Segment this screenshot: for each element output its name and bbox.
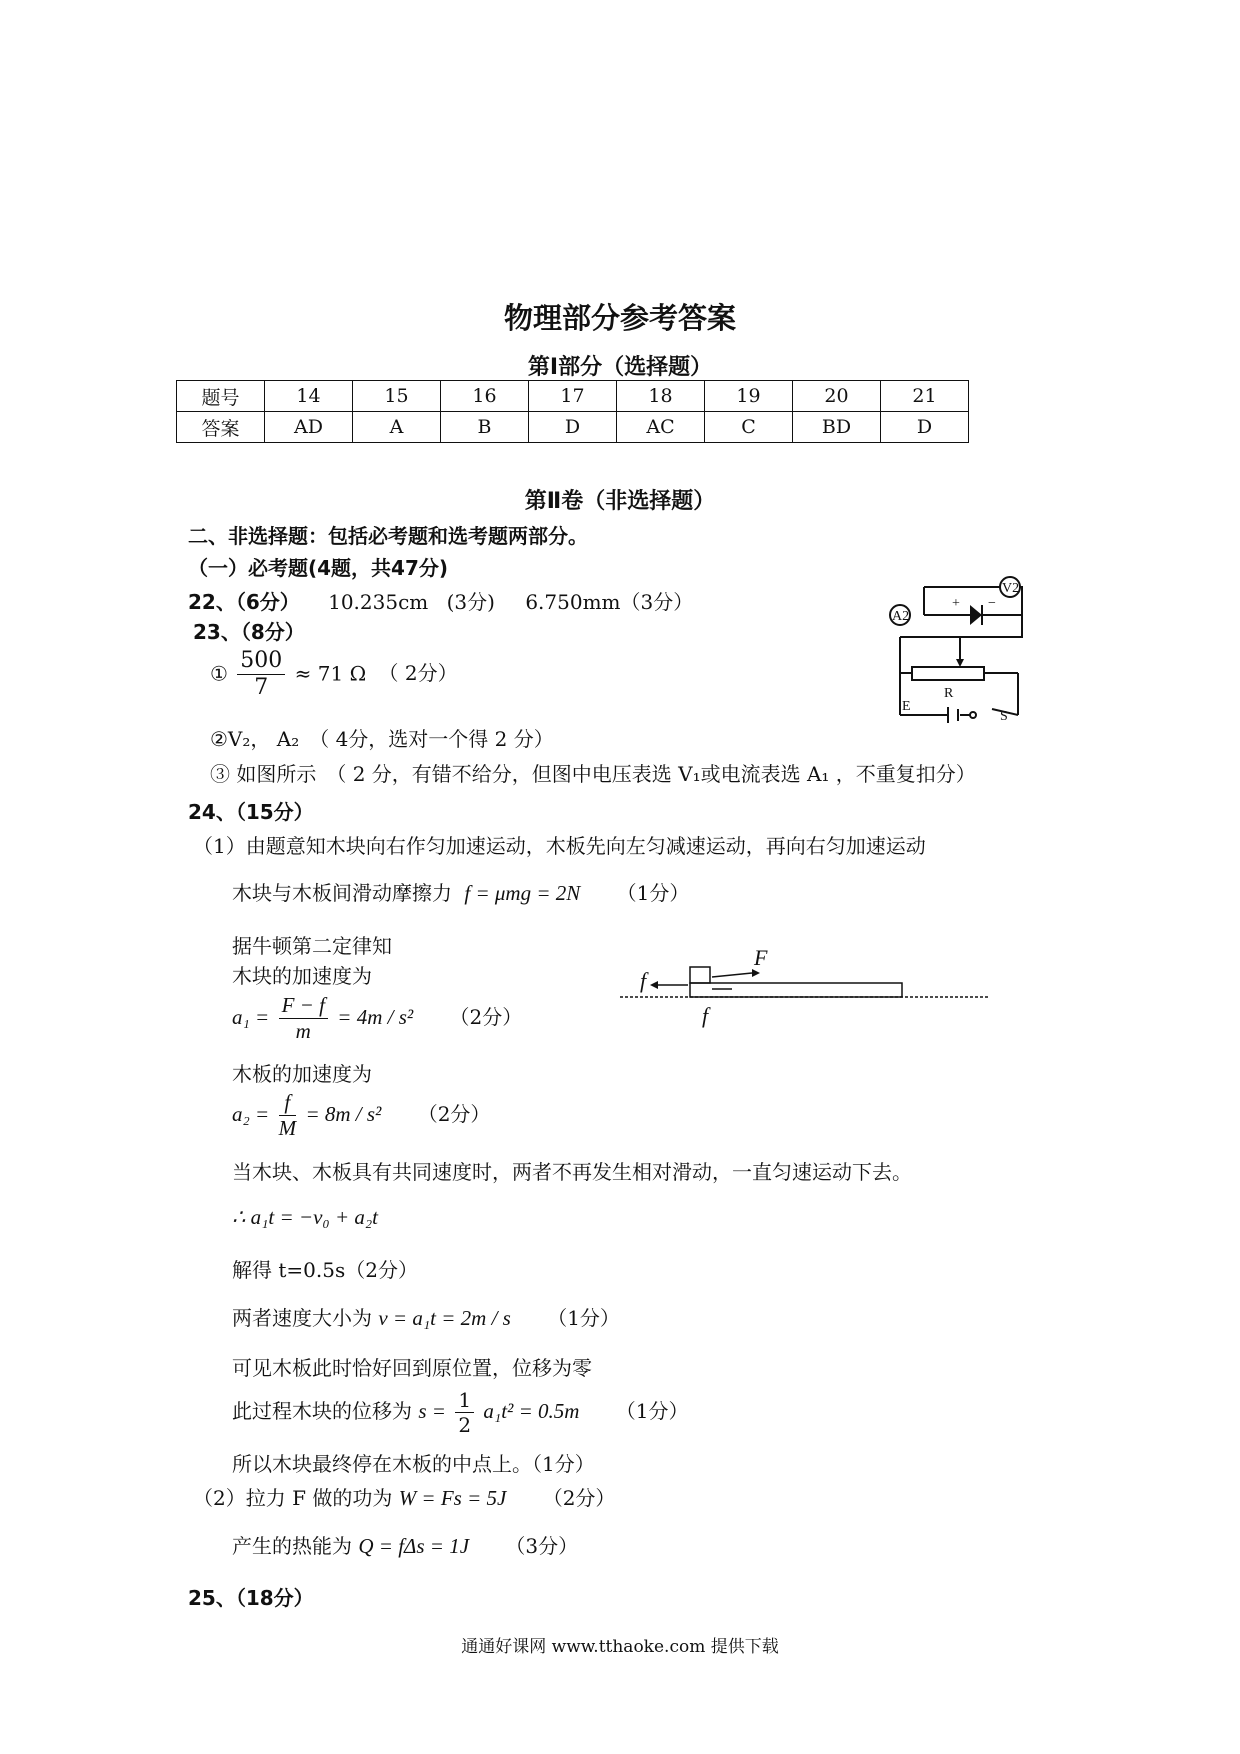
heat-score: （3分）	[505, 1534, 579, 1558]
table-cell: A	[353, 412, 441, 443]
table-cell: 18	[617, 381, 705, 412]
table-cell: 16	[441, 381, 529, 412]
friction-text: 木块与木板间滑动摩擦力	[232, 881, 452, 905]
q23-score-1: （ 2分）	[378, 661, 458, 686]
fraction-denominator: m	[295, 1019, 311, 1044]
a1-line	[232, 993, 522, 1044]
q23-line-2: ②V₂， A₂ （ 4分，选对一个得 2 分）	[210, 727, 554, 751]
q24-part1: （1）由题意知木块向右作匀加速运动，木板先向左匀减速运动，再向右匀加速运动	[193, 834, 926, 858]
work-line	[193, 1482, 615, 1511]
row-label: 题号	[177, 381, 265, 412]
a1-lhs: a₁ =	[232, 1005, 270, 1030]
final-position-line: 所以木块最终停在木板的中点上。（1分）	[232, 1452, 595, 1476]
displacement-lhs: s =	[418, 1399, 446, 1423]
circuit-diagram	[870, 575, 1030, 725]
voltmeter-label: V2	[1002, 581, 1020, 596]
table-cell: 19	[705, 381, 793, 412]
a2-line	[232, 1090, 490, 1141]
heat-equation: Q = fΔs = 1J	[358, 1534, 470, 1558]
work-score: （2分）	[542, 1486, 616, 1510]
table-cell: D	[529, 412, 617, 443]
battery-label: E	[902, 699, 911, 714]
part1-title: 第Ⅰ部分（选择题）	[527, 355, 713, 380]
q23-value: ≈ 71 Ω	[294, 661, 367, 686]
a1-label: 木块的加速度为	[232, 964, 372, 988]
speed-text: 两者速度大小为	[232, 1306, 372, 1330]
force-label: F	[754, 945, 768, 970]
slider-arrow-icon	[956, 659, 964, 667]
switch-label: S	[1000, 709, 1008, 724]
resistor-label: R	[944, 686, 954, 701]
work-text: （2）拉力 F 做的功为	[193, 1486, 393, 1510]
q22-head: 22、（6分）	[188, 590, 300, 614]
table-cell: BD	[793, 412, 881, 443]
a1-score: （2分）	[449, 1005, 523, 1030]
table-cell: D	[881, 412, 969, 443]
table-cell: B	[441, 412, 529, 443]
diode-icon	[970, 605, 982, 625]
back-line: 可见木板此时恰好回到原位置，位移为零	[232, 1356, 592, 1380]
fraction-denominator: 7	[254, 675, 269, 701]
speed-score: （1分）	[547, 1306, 620, 1330]
page-title: 物理部分参考答案	[503, 301, 736, 335]
table-cell: 20	[793, 381, 881, 412]
row-label: 答案	[177, 412, 265, 443]
work-equation: W = Fs = 5J	[398, 1486, 507, 1510]
fraction-denominator: 2	[458, 1413, 472, 1437]
table-cell: AD	[265, 412, 353, 443]
table-cell: AC	[617, 412, 705, 443]
minus-sign: −	[988, 596, 996, 611]
displacement-text: 此过程木块的位移为	[232, 1399, 412, 1423]
q23-line-3: ③ 如图所示 （ 2 分，有错不给分，但图中电压表选 V₁或电流表选 A₁ ，不重复扣分）	[210, 762, 976, 786]
q23-line-1	[210, 648, 458, 702]
speed-line	[232, 1302, 620, 1331]
q24-head: 24、（15分）	[188, 800, 314, 824]
force-arrow-icon	[752, 969, 760, 977]
a2-lhs: a₂ =	[232, 1102, 270, 1127]
newton-line: 据牛顿第二定律知	[232, 934, 392, 958]
time-equation: ∴ a₁t = −v₀ + a₂t	[232, 1205, 379, 1229]
displacement-rhs: a₁t² = 0.5m	[483, 1399, 580, 1423]
block-board-figure	[620, 945, 990, 1035]
q24-friction-line	[232, 877, 689, 906]
friction-label-left: f	[640, 968, 647, 993]
page-footer: 通通好课网 www.tthaoke.com 提供下载	[461, 1637, 779, 1657]
speed-equation: v = a₁t = 2m / s	[378, 1306, 511, 1330]
ammeter-label: A2	[892, 609, 910, 624]
section-subheading: （一）必考题(4题，共47分)	[188, 556, 449, 580]
heat-text: 产生的热能为	[232, 1534, 352, 1558]
displacement-line	[232, 1388, 689, 1437]
q23-fraction	[237, 648, 285, 702]
a2-score: （2分）	[417, 1102, 491, 1127]
a2-rhs: = 8m / s²	[305, 1102, 382, 1127]
q22-answer-1: 10.235cm	[328, 590, 429, 614]
plus-sign: +	[952, 596, 960, 611]
q23-head: 23、（8分）	[193, 620, 305, 644]
fraction-numerator: 1	[455, 1388, 474, 1413]
displacement-score: （1分）	[615, 1399, 689, 1423]
fraction-numerator: 500	[237, 648, 285, 675]
table-cell: 14	[265, 381, 353, 412]
fraction-numerator: F − f	[279, 993, 328, 1019]
fraction-numerator: f	[279, 1090, 297, 1116]
q23-mark-1: ①	[210, 661, 228, 686]
section-heading: 二、非选择题：包括必考题和选考题两部分。	[188, 524, 588, 548]
a1-fraction	[279, 993, 328, 1044]
heat-line	[232, 1530, 578, 1559]
table-cell: C	[705, 412, 793, 443]
table-cell: 17	[529, 381, 617, 412]
q22-score-1: (3分)	[446, 590, 495, 614]
q22-line	[188, 586, 693, 615]
part2-title: 第Ⅱ卷（非选择题）	[524, 489, 716, 514]
displacement-fraction	[455, 1388, 474, 1437]
friction-score: （1分）	[616, 881, 690, 905]
answer-table	[176, 380, 969, 443]
friction-arrow-icon	[650, 981, 658, 989]
table-row	[177, 412, 969, 443]
common-velocity-line: 当木块、木板具有共同速度时，两者不再发生相对滑动，一直匀速运动下去。	[232, 1160, 912, 1184]
a1-rhs: = 4m / s²	[337, 1005, 414, 1030]
q25-head: 25、（18分）	[188, 1586, 314, 1610]
a2-fraction	[279, 1090, 297, 1141]
solve-time-line: 解得 t=0.5s（2分）	[232, 1258, 418, 1282]
q22-answer-2: 6.750mm（3分）	[525, 590, 694, 614]
table-cell: 21	[881, 381, 969, 412]
fraction-denominator: M	[278, 1116, 297, 1141]
table-cell: 15	[353, 381, 441, 412]
friction-label-bottom: f	[702, 1003, 709, 1028]
friction-equation: f = μmg = 2N	[464, 881, 581, 905]
a2-label: 木板的加速度为	[232, 1062, 372, 1086]
table-row	[177, 381, 969, 412]
